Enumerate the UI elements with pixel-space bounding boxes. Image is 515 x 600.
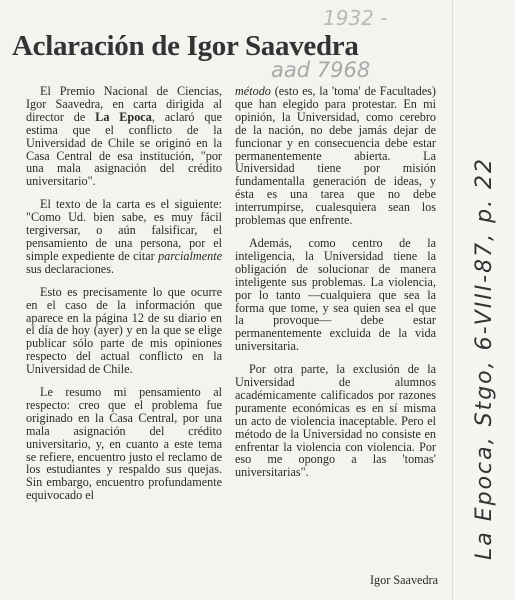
paragraph: Además, como centro de la inteligencia, la Universidad tiene la obligación de solucionar de manera inteligente sus problemas. La violencia, por lo tanto —cualquiera que sea la forma que tome, y sea quien sea el que la provoque— debe estar permanentemente excluida de la vida universitaria. <box>235 235 436 354</box>
article-headline: Aclaración de Igor Saavedra <box>12 30 359 62</box>
paragraph: Le resumo mi pensamiento al respecto: creo que el problema fue originado en la Casa Central, por una mala asignación del crédito universitario, y, en cuanto a este tema se refiere, encuentro justo el reclamo de los estudiantes y respaldo sus quejas. Sin embargo, encuentro profundamente equivocado el <box>26 385 222 503</box>
paragraph: El texto de la carta es el siguiente: "Como Ud. bien sabe, es muy fácil tergiversar, o aún falsificar, el pensamiento de una persona, por el simple expediente de citar parcialmente sus declaraciones. <box>26 197 222 276</box>
paragraph: Esto es precisamente lo que ocurre en el caso de la información que aparece en la página 12 de su diario en el día de hoy (ayer) y en la que se elige publicar sólo parte de mis opiniones respecto del actual conflicto en la Universidad de Chile. <box>26 284 222 377</box>
paragraph: Por otra parte, la exclusión de la Universidad de alumnos académicamente calificados por razones puramente económicas es en sí misma un acto de violencia inaceptable. Pero el método de la Universidad no consiste en enfrentar la violencia con violencia. Por eso me opongo a las 'tomas' universitarias". <box>235 362 436 480</box>
newspaper-name: La Epoca <box>95 109 152 124</box>
handwritten-archive-number: 1932 - <box>323 6 388 30</box>
paragraph: El Premio Nacional de Ciencias, Igor Saavedra, en carta dirigida al director de La Epoca, aclaró que estima que el conflicto de la Universidad de Chile se originó en la Casa Central de esa institución, "por una mala asignación del crédito universitario". <box>26 84 222 189</box>
article-column-left <box>26 85 222 512</box>
handwritten-source-note: La Epoca, Stgo, 6-VIII-87, p. 22 <box>472 156 497 560</box>
paragraph: método (esto es, la 'toma' de Facultades) que han elegido para protestar. En mi opinión, la Universidad, como cerebro de la nación, no debe jamás dejar de funcionar y en consecuencia debe estar permanentemente abierta. La Universidad tiene por misión fundamentalla generación de ideas, y ésta es una tarea que no debe interrumpirse, cualesquiera sean los problemas que enfrente. <box>235 84 436 228</box>
handwritten-reference-code: aad 7968 <box>271 58 371 82</box>
article-column-right <box>235 85 436 489</box>
article-signature: Igor Saavedra <box>370 573 439 587</box>
